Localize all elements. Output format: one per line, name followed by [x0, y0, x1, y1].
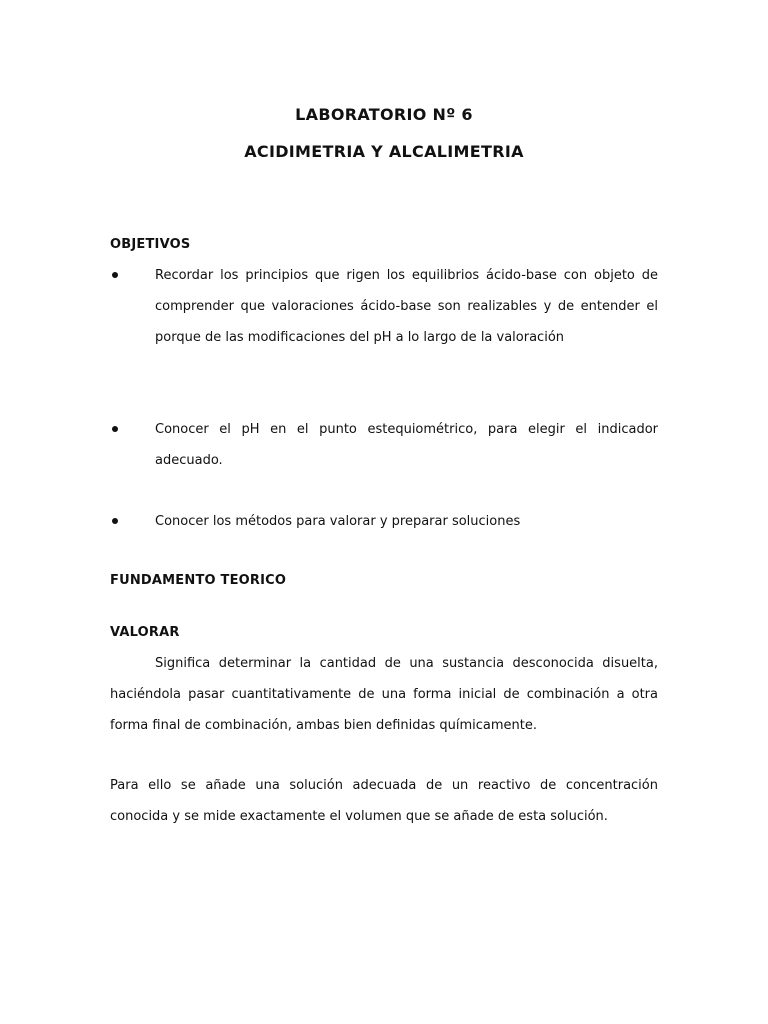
- document-title: LABORATORIO Nº 6: [295, 105, 473, 124]
- objective-item-3: Conocer los métodos para valorar y preparar soluciones: [155, 514, 521, 529]
- objectives-heading: OBJETIVOS: [110, 237, 191, 252]
- bullet-icon: [112, 518, 118, 524]
- valorar-paragraph: Significa determinar la cantidad de una sustancia desconocida disuelta, haciéndola pasar cuantitativamente de una forma inicial de combinación a otra forma final de combinación, ambas bien definidas químicamente.: [110, 656, 658, 733]
- valorar-heading: VALORAR: [110, 625, 180, 640]
- bullet-icon: [112, 272, 118, 278]
- bullet-icon: [112, 426, 118, 432]
- valorar-paragraph-2: Para ello se añade una solución adecuada de un reactivo de concentración conocida y se mide exactamente el volumen que se añade de esta solución.: [110, 778, 658, 824]
- objective-item-2: Conocer el pH en el punto estequiométrico, para elegir el indicador adecuado.: [155, 422, 658, 468]
- theory-heading: FUNDAMENTO TEORICO: [110, 573, 287, 588]
- document-subtitle: ACIDIMETRIA Y ALCALIMETRIA: [244, 142, 524, 161]
- objective-item-1: Recordar los principios que rigen los equilibrios ácido-base con objeto de comprender que valoraciones ácido-base son realizables y de entender el porque de las modificaciones del pH a lo largo de la valoración: [155, 268, 658, 345]
